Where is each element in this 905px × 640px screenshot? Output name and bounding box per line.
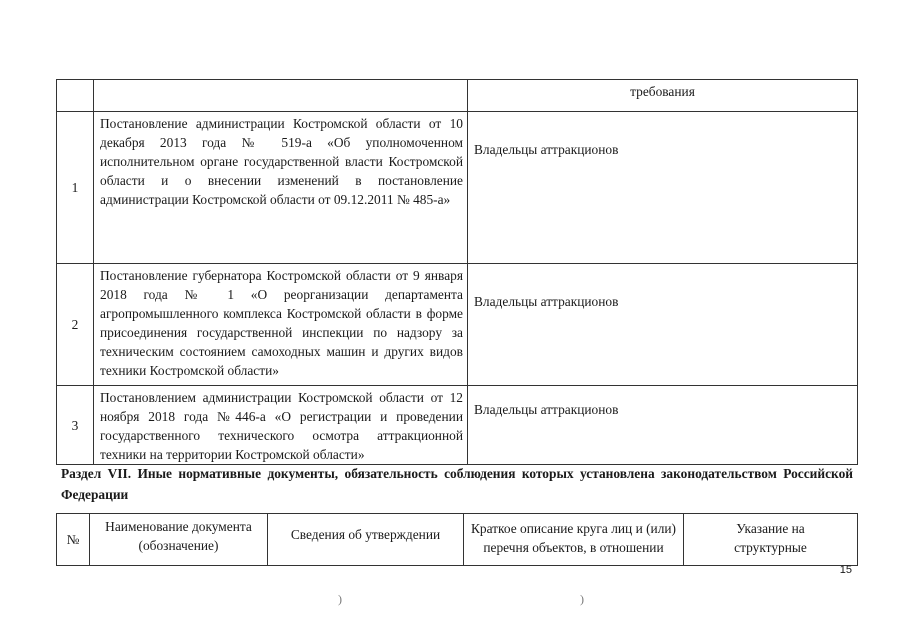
table-row <box>57 264 858 386</box>
regulations-table <box>56 79 858 465</box>
row-number: 2 <box>57 264 94 386</box>
row-number: 3 <box>57 386 94 465</box>
scan-mark: ) <box>338 592 342 606</box>
other-documents-table <box>56 513 858 566</box>
header-cell-num <box>57 80 94 112</box>
table-row <box>57 112 858 264</box>
row-subjects: Владельцы аттракционов <box>468 386 858 465</box>
row-number: 1 <box>57 112 94 264</box>
column-header-name: Наименование документа (обозначение) <box>90 514 268 566</box>
page-number: 15 <box>839 564 852 576</box>
column-header-num: № <box>57 514 90 566</box>
column-header-description: Краткое описание круга лиц и (или) перечня объектов, в отношении <box>464 514 684 566</box>
column-header-structure: Указание на структурные <box>684 514 858 566</box>
section-heading: Раздел VII. Иные нормативные документы, обязательность соблюдения которых установлена законодательством Российской Федерации <box>61 466 853 502</box>
row-document: Постановление администрации Костромской области от 10 декабря 2013 года № 519-а «Об уполномоченном исполнительном органе государственной власти Костромской области и о внесении изменений в постановление администрации Костромской области от 09.12.2011 № 485-а» <box>94 112 468 264</box>
row-document: Постановлением администрации Костромской области от 12 ноября 2018 года №446-а «О регистрации и проведении государственного технического осмотра аттракционной техники на территории Костромской области» <box>94 386 468 465</box>
column-header-approval: Сведения об утверждении <box>268 514 464 566</box>
table-header-row <box>57 514 858 566</box>
header-cell-doc <box>94 80 468 112</box>
header-cell-requirements: требования <box>468 80 858 112</box>
row-subjects: Владельцы аттракционов <box>468 264 858 386</box>
row-subjects: Владельцы аттракционов <box>468 112 858 264</box>
table-row <box>57 386 858 465</box>
row-document: Постановление губернатора Костромской области от 9 января 2018 года № 1 «О реорганизации департамента агропромышленного комплекса Костромской области в форме присоединения государственной инспекции по надзору за техническим состоянием самоходных машин и других видов техники Костромской области» <box>94 264 468 386</box>
table-header-continuation <box>57 80 858 112</box>
scan-mark: ) <box>580 592 584 606</box>
